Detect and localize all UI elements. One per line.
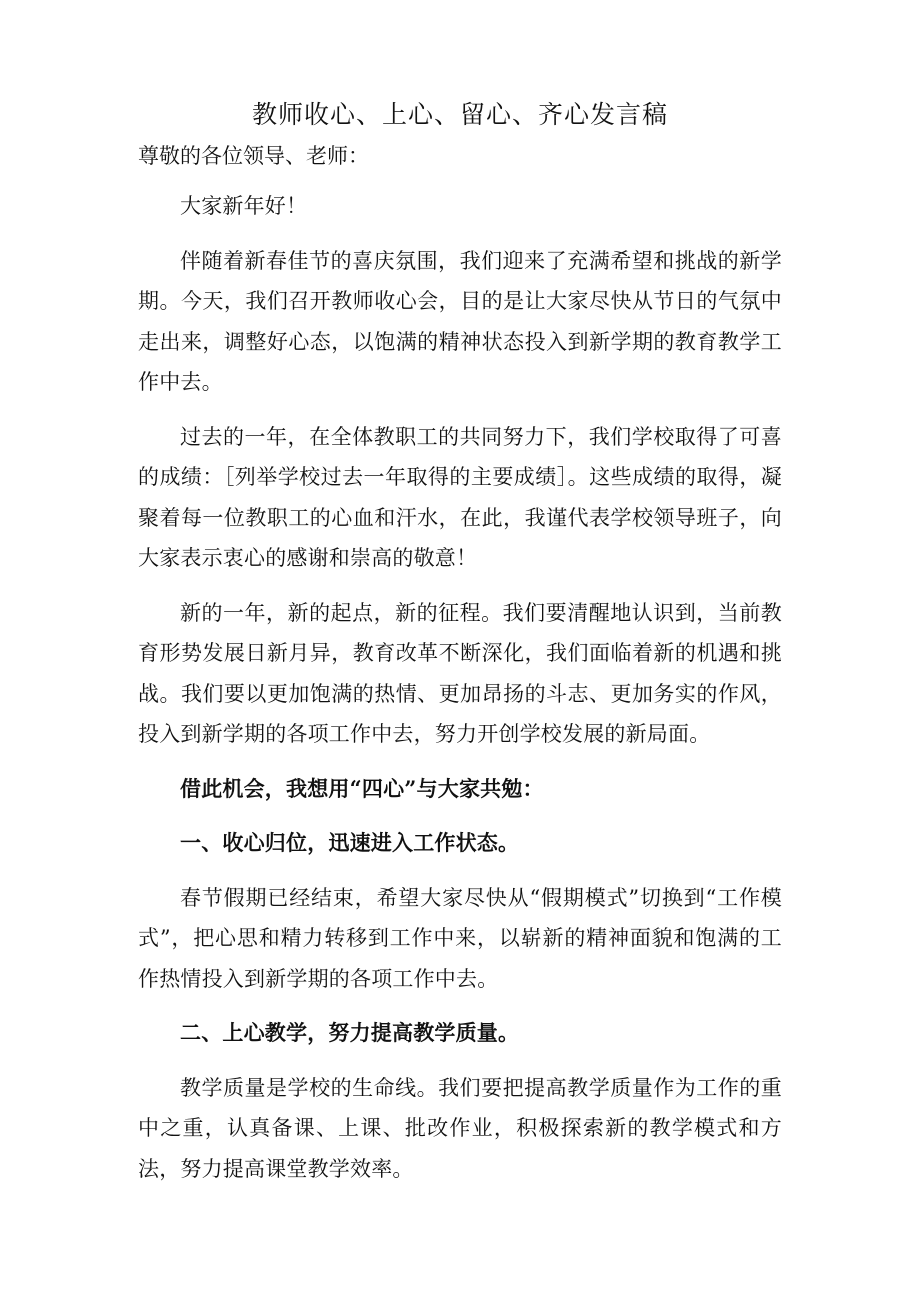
paragraph-new-year: 新的一年，新的起点，新的征程。我们要清醒地认识到，当前教育形势发展日新月异，教育改革不断深化，我们面临着新的机遇和挑战。我们要以更加饱满的热情、更加昂扬的斗志、更加务实的作风，投入到新学期的各项工作中去，努力开创学校发展的新局面。 <box>138 600 782 746</box>
four-hearts-heading: 借此机会，我想用“四心”与大家共勉： <box>180 775 544 801</box>
document-title: 教师收心、上心、留心、齐心发言稿 <box>251 100 668 129</box>
section-2-body: 教学质量是学校的生命线。我们要把提高教学质量作为工作的重中之重，认真备课、上课、批改作业，积极探索新的教学模式和方法，努力提高课堂教学效率。 <box>138 1075 782 1181</box>
greeting: 大家新年好！ <box>180 194 308 218</box>
section-1-body: 春节假期已经结束，希望大家尽快从“假期模式”切换到“工作模式”，把心思和精力转移到工作中来，以崭新的精神面貌和饱满的工作热情投入到新学期的各项工作中去。 <box>138 885 782 991</box>
section-1-heading: 一、收心归位，迅速进入工作状态。 <box>180 830 520 855</box>
paragraph-achievements: 过去的一年，在全体教职工的共同努力下，我们学校取得了可喜的成绩：［列举学校过去一年取得的主要成绩］。这些成绩的取得，凝聚着每一位教职工的心血和汗水，在此，我谨代表学校领导班子，向大家表示衷心的感谢和崇高的敬意！ <box>138 424 782 570</box>
paragraph-intro: 伴随着新春佳节的喜庆氛围，我们迎来了充满希望和挑战的新学期。今天，我们召开教师收心会，目的是让大家尽快从节日的气氛中走出来，调整好心态，以饱满的精神状态投入到新学期的教育教学工作中去。 <box>138 248 782 394</box>
salutation: 尊敬的各位领导、老师： <box>138 144 369 168</box>
section-2-heading: 二、上心教学，努力提高教学质量。 <box>180 1020 520 1045</box>
